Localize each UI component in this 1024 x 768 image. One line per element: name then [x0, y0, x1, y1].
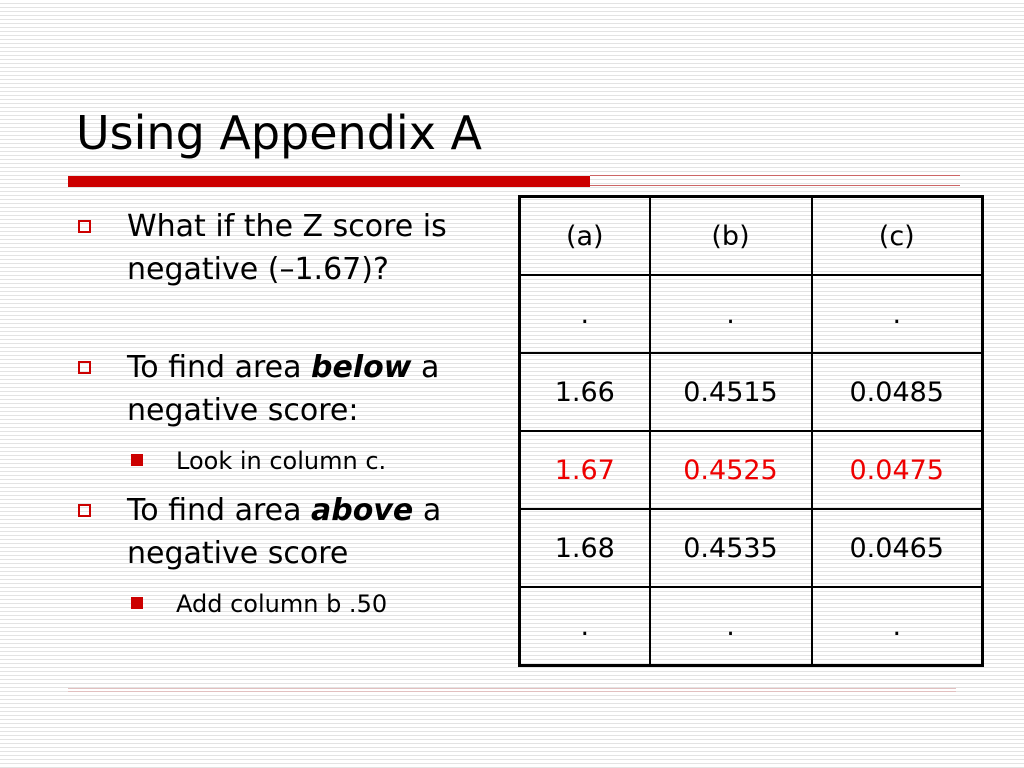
- table-cell: 1.67: [520, 431, 650, 509]
- table-cell: 0.0475: [812, 431, 983, 509]
- table-cell: .: [650, 587, 812, 666]
- footer-divider: [68, 688, 956, 692]
- table-cell: .: [520, 275, 650, 353]
- filled-square-bullet-icon: [131, 454, 143, 466]
- sub-bullet-text: Look in column c.: [176, 447, 387, 475]
- emphasis-text: above: [311, 493, 414, 528]
- table-cell: .: [812, 587, 983, 666]
- table-row-highlighted: [520, 431, 983, 509]
- title-underline: [68, 176, 590, 187]
- table-header-cell: (a): [520, 197, 650, 276]
- hollow-square-bullet-icon: [78, 220, 91, 233]
- table-cell: 0.0465: [812, 509, 983, 587]
- table-cell: .: [650, 275, 812, 353]
- table-cell: .: [520, 587, 650, 666]
- table-row: [520, 275, 983, 353]
- table-row: [520, 509, 983, 587]
- bullet-text: What if the Z score is negative (–1.67)?: [127, 209, 447, 287]
- table-cell: 0.4525: [650, 431, 812, 509]
- filled-square-bullet-icon: [131, 597, 143, 609]
- table-cell: 1.68: [520, 509, 650, 587]
- table-header-cell: (b): [650, 197, 812, 276]
- title-underline-thin-top: [590, 175, 960, 176]
- table-row: [520, 587, 983, 666]
- sub-bullet-text: Add column b .50: [176, 590, 388, 618]
- table-cell: 0.4535: [650, 509, 812, 587]
- bullet-text: To find area above a negative score: [127, 493, 442, 571]
- table-cell: 0.0485: [812, 353, 983, 431]
- table-header-row: [520, 197, 983, 276]
- table-row: [520, 353, 983, 431]
- table-cell: 0.4515: [650, 353, 812, 431]
- table-cell: .: [812, 275, 983, 353]
- table-header-cell: (c): [812, 197, 983, 276]
- bullet-text: To find area below a negative score:: [127, 350, 440, 428]
- table-cell: 1.66: [520, 353, 650, 431]
- emphasis-text: below: [311, 350, 412, 385]
- hollow-square-bullet-icon: [78, 361, 91, 374]
- hollow-square-bullet-icon: [78, 504, 91, 517]
- appendix-table: [518, 195, 984, 667]
- slide-title: Using Appendix A: [76, 106, 483, 160]
- title-underline-thin-bottom: [590, 185, 960, 186]
